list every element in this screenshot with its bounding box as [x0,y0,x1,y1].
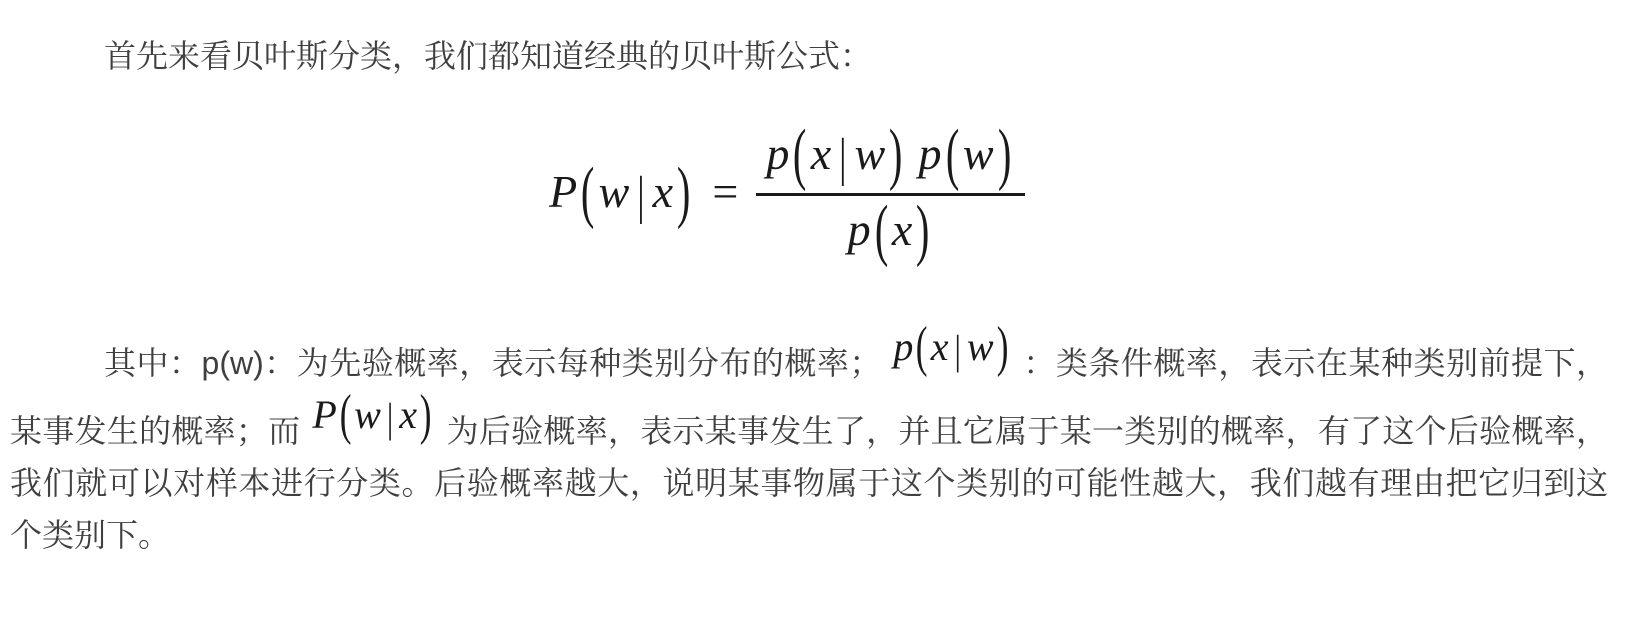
bayes-formula [549,114,1025,268]
formula-fraction [756,114,1024,268]
explanation-text-1: 其中：p(w)：为先验概率，表示每种类别分布的概率； [104,344,882,381]
conditional-bar: | [386,393,394,441]
explanation-text-3: 为后验概率，表示某事发生了，并且它属于某一类别的概率，有了这个后验概率，我们就可以对样本进行分类。后验概率越大，说明某事物属于这个类别的可能性越大，我们越有理由把它归到这个类别下。 [10,412,1608,553]
open-paren: ( [339,382,352,446]
fraction-numerator [756,114,1024,196]
fraction-denominator [847,190,934,268]
math-var: w [598,165,630,217]
math-var: x [930,323,949,369]
close-paren: ) [419,382,432,446]
close-paren: ) [889,114,903,192]
intro-text: 首先来看贝叶斯分类，我们都知道经典的贝叶斯公式： [104,38,873,74]
numerator-term-2 [918,114,1015,192]
close-paren: ) [916,190,930,268]
close-paren: ) [676,152,691,230]
open-paren: ( [945,114,959,192]
denominator-term [847,190,934,268]
math-var: w [854,128,886,179]
close-paren: ) [996,314,1009,378]
math-var: w [966,323,994,369]
intro-paragraph [10,30,1608,82]
close-paren: ) [997,114,1011,192]
math-function: p [893,323,914,369]
formula-lhs [549,152,694,230]
inline-formula-class-conditional [893,314,1011,378]
math-var: w [354,391,381,437]
math-var: x [810,128,832,179]
math-function: p [847,203,871,255]
open-paren: ( [874,190,888,268]
inline-formula-posterior [312,382,434,446]
math-var: x [399,391,418,437]
math-var: x [652,165,674,217]
math-var: w [962,128,994,179]
conditional-bar: | [954,325,961,373]
math-function: P [549,165,578,217]
explanation-text-2: ：类条件概率，表示在某种类别前提下，某事发生的概率；而 [10,344,1608,449]
conditional-bar: | [637,164,645,224]
open-paren: ( [916,314,928,378]
equals-sign: = [712,165,739,217]
numerator-term-1 [766,114,906,192]
math-function: P [312,391,337,437]
open-paren: ( [581,152,595,230]
math-var: x [891,203,913,255]
conditional-bar: | [839,126,847,186]
math-function: p [766,128,790,179]
math-function: p [918,128,942,179]
bayes-formula-block [0,114,1586,268]
open-paren: ( [793,114,807,192]
explanation-paragraph [10,314,1608,561]
